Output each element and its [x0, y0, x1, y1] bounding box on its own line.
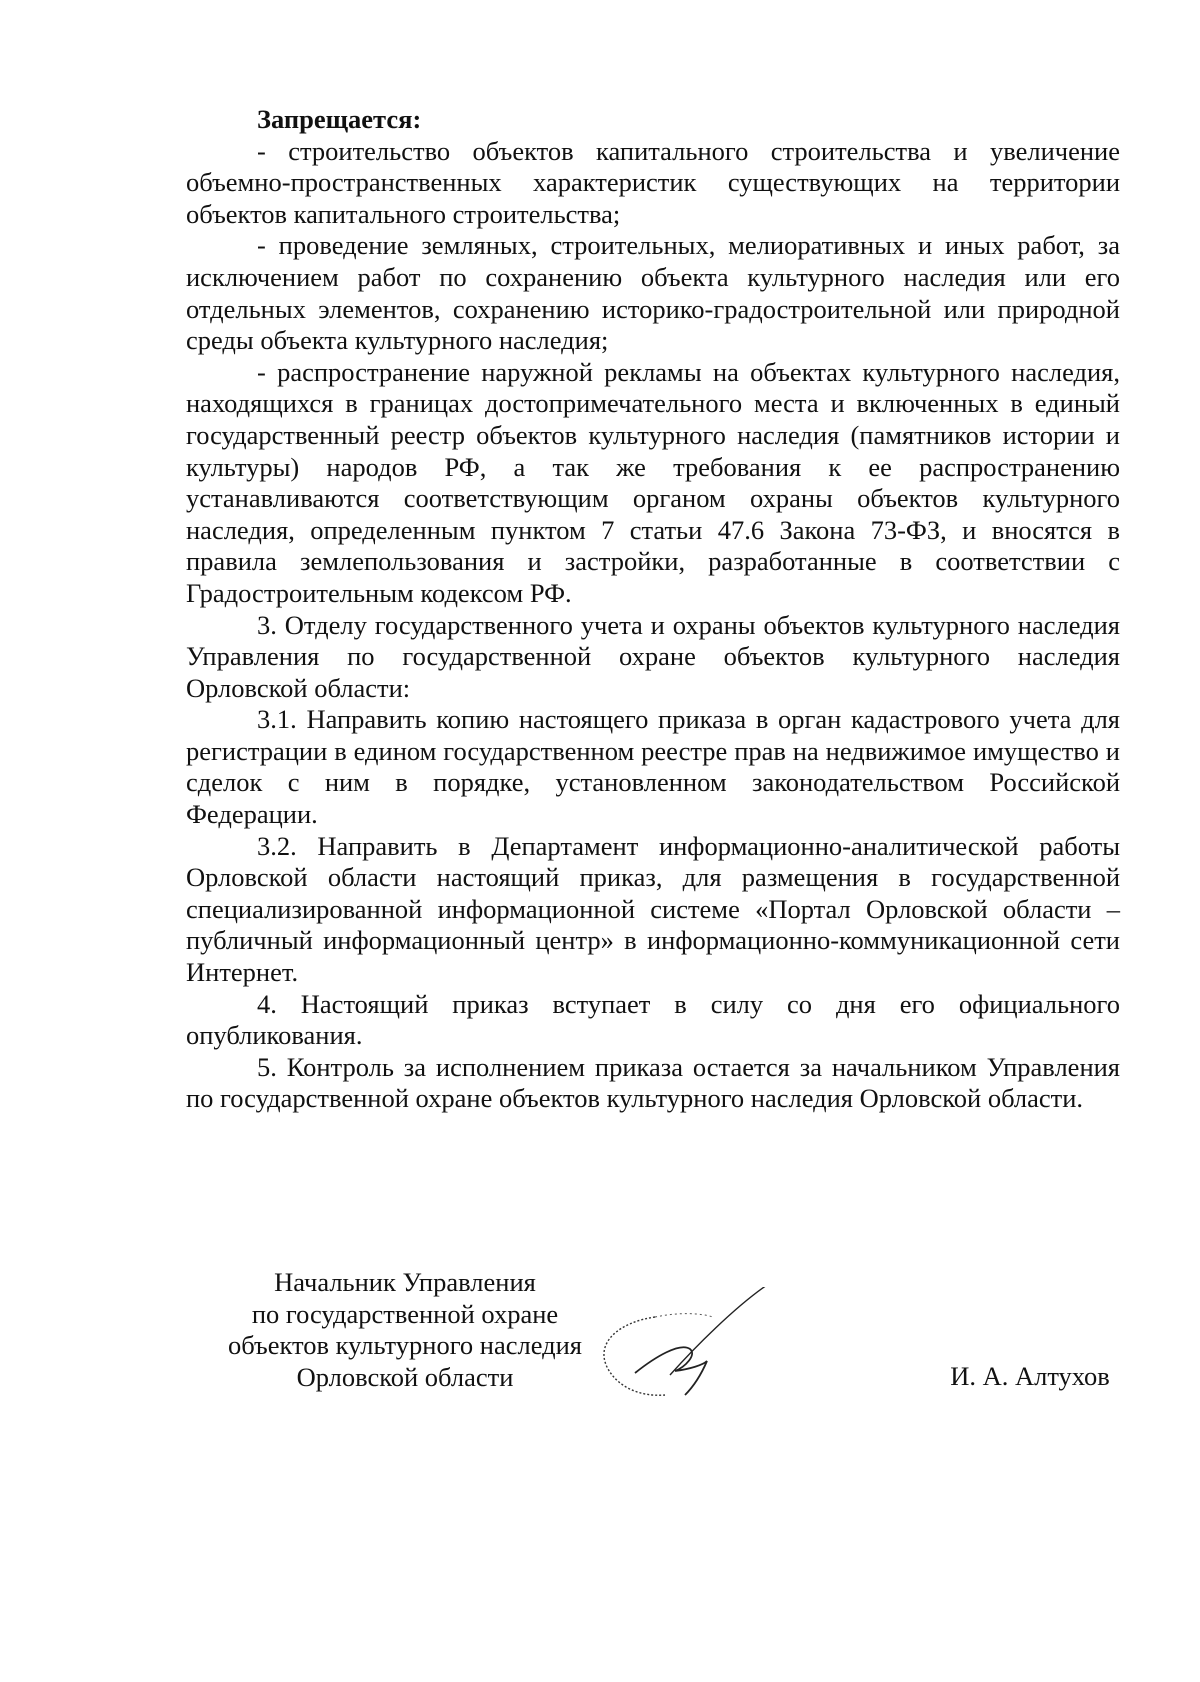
signatory-name: И. А. Алтухов [950, 1361, 1110, 1391]
paragraph-prohibition-advertising: - распространение наружной рекламы на объектах культурного наследия, находящихся в границах достопримечательного места и включенных в единый государственный реестр объектов культурного наследия (памятников истории и культуры) народов РФ, а так же требования к ее распространению устанавливаются соответствующим органом охраны объектов культурного наследия, определенным пунктом 7 статьи 47.6 Закона 73-ФЗ, и вносятся в правила землепользования и застройки, разработанные в соответствии с Градостроительным кодексом РФ. [186, 356, 1120, 608]
handwritten-signature [595, 1287, 835, 1417]
paragraph-item-4: 4. Настоящий приказ вступает в силу со дня его официального опубликования. [186, 988, 1120, 1051]
paragraph-prohibition-construction: - строительство объектов капитального строительства и увеличение объемно-пространственных характеристик существующих на территории объектов капитального строительства; [186, 135, 1120, 229]
paragraph-item-5: 5. Контроль за исполнением приказа остается за начальником Управления по государственной охране объектов культурного наследия Орловской области. [186, 1051, 1120, 1114]
prohibitions-heading: Запрещается: [257, 104, 422, 134]
paragraph-item-3-2: 3.2. Направить в Департамент информационно-аналитической работы Орловской области настоящий приказ, для размещения в государственной специализированной информационной системе «Портал Орловской области – публичный информационный центр» в информационно-коммуникационной сети Интернет. [186, 830, 1120, 988]
signatory-title-line: Начальник Управления [274, 1267, 536, 1297]
paragraph-prohibition-earthworks: - проведение земляных, строительных, мелиоративных и иных работ, за исключением работ по сохранению объекта культурного наследия или его отдельных элементов, сохранению историко-градостроительной или природной среды объекта культурного наследия; [186, 230, 1120, 356]
signatory-title-line: Орловской области [296, 1361, 514, 1392]
signatory-title-line: объектов культурного наследия [227, 1330, 582, 1361]
signatory-title-line: по государственной охране [251, 1298, 559, 1329]
paragraph-item-3-1: 3.1. Направить копию настоящего приказа в орган кадастрового учета для регистрации в едином государственном реестре прав на недвижимое имущество и сделок с ним в порядке, установленном законодательством Российской Федерации. [186, 704, 1120, 830]
signature-block [0, 1267, 1200, 1407]
document-body [186, 104, 1120, 1115]
paragraph-item-3: 3. Отделу государственного учета и охраны объектов культурного наследия Управления по государственной охране объектов культурного наследия Орловской области: [186, 609, 1120, 703]
